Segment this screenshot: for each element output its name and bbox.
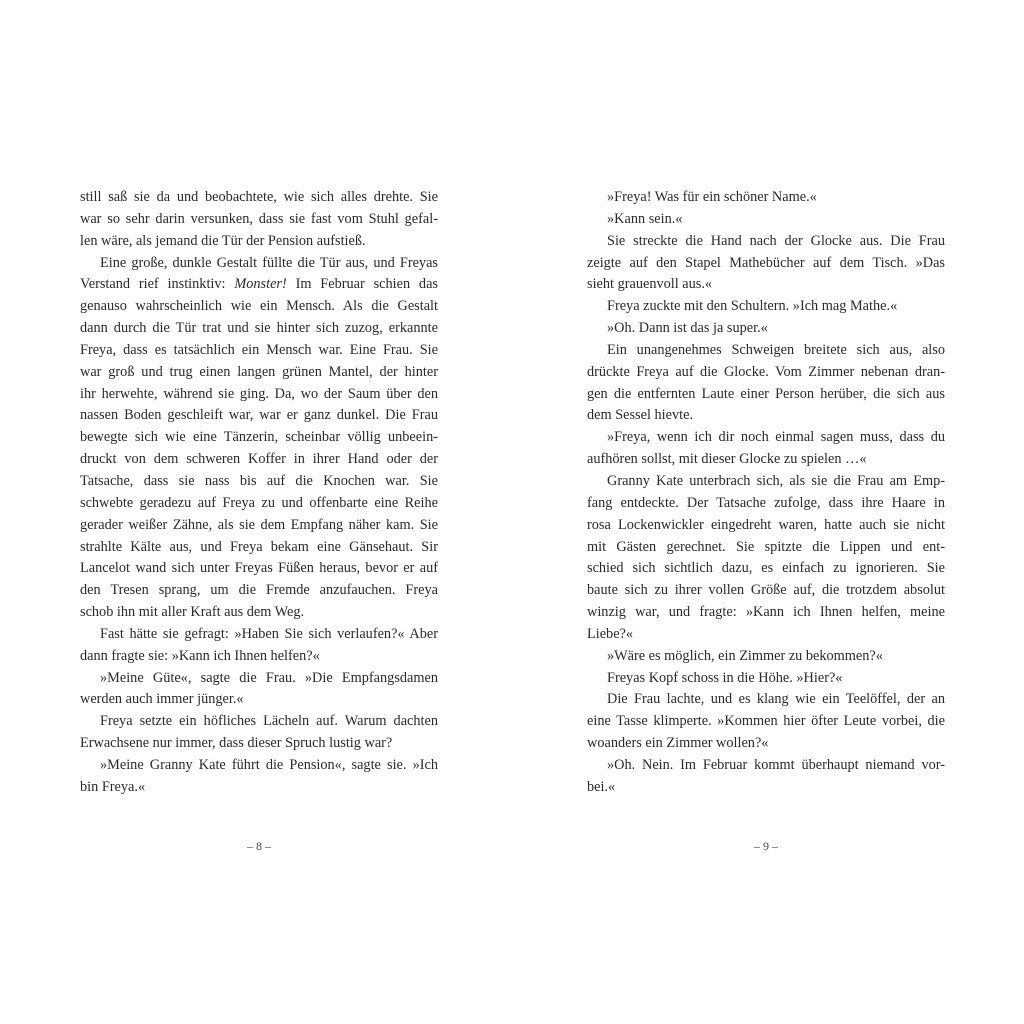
text-line-content: rosa Lockenwickler eingedreht waren, hatte auch sie nicht [587,516,945,533]
text-line [587,340,945,362]
page-number-right: – 9 – [754,839,778,853]
text-line-content: war so sehr darin versunken, dass sie fast vom Stuhl gefal- [80,210,438,227]
text-line [587,253,945,275]
text-line [587,777,945,799]
text-line [80,646,438,668]
text-line-content: Liebe?« [587,625,634,642]
text-line [80,449,438,471]
text-line [587,646,945,668]
text-line-content: gerader weißer Zähne, als sie dem Empfang näher kam. Sie [80,516,438,533]
text-line [587,187,945,209]
text-line-content: »Meine Güte«, sagte die Frau. »Die Empfangsdamen [100,669,438,686]
text-line-content: »Freya, wenn ich dir noch einmal sagen muss, dass du [607,429,945,446]
text-line-content: sieht grauenvoll aus.« [587,276,713,293]
text-line-content: schob ihn mit aller Kraft aus dem Weg. [80,604,305,621]
text-line-content: bewegte sich wie eine Tänzerin, scheinbar völlig unbeein- [80,429,438,446]
text-line [80,755,438,777]
text-line [80,515,438,537]
text-line-content: woanders ein Zimmer wollen?« [587,735,769,752]
text-line-content: Erwachsene nur immer, dass dieser Spruch lustig war? [80,735,393,752]
text-line-content: ihr herwehte, während sie ging. Da, wo der Saum über den [80,385,438,402]
text-line-content: nassen Boden geschleift war, war er ganz dunkel. Die Frau [80,407,438,424]
text-line-content: werden auch immer jünger.« [80,691,244,708]
text-line [80,274,438,296]
text-line-content: Ein unangenehmes Schweigen breitete sich aus, also [607,341,945,358]
text-line-content: genauso wahrscheinlich wie ein Mensch. Als die Gestalt [80,298,438,315]
text-line-content: war groß und trug einen langen grünen Mantel, der hinter [80,363,438,380]
text-line [587,624,945,646]
text-line-content: aufhören sollst, mit dieser Glocke zu spielen …« [587,451,867,468]
text-line-content: still saß sie da und beobachtete, wie sich alles drehte. Sie [80,189,438,205]
text-line-content: Fast hätte sie gefragt: »Haben Sie sich verlaufen?« Aber [100,625,438,642]
text-line [587,427,945,449]
text-line [587,515,945,537]
text-line-content: zeigte auf den Stapel Mathebücher auf dem Tisch. »Das [587,254,945,271]
text-line [80,384,438,406]
text-line [80,231,438,253]
text-line [587,580,945,602]
text-line-content: »Kann sein.« [607,210,683,227]
text-line-content: gen die entfernten Laute einer Person herüber, die sich aus [587,385,945,402]
right-page-text [587,187,945,799]
text-line-content: druckt von dem schweren Koffer in ihrer Hand oder der [80,451,438,468]
text-line [80,537,438,559]
text-line [80,777,438,799]
text-line [80,405,438,427]
text-line-content: Sie streckte die Hand nach der Glocke aus. Die Frau [607,232,945,249]
text-line-content: Tatsache, dass sie nass bis auf die Knochen war. Sie [80,472,438,489]
text-line [587,384,945,406]
text-line [587,733,945,755]
text-line [587,755,945,777]
text-line-content: bin Freya.« [80,778,146,795]
text-line [587,711,945,733]
text-line-content: dann durch die Tür trat und sie hinter sich zuzog, erkannte [80,320,438,337]
text-line-content: »Meine Granny Kate führt die Pension«, sagte sie. »Ich [100,756,438,773]
text-line-content: Freya, dass es tatsächlich ein Mensch war. Eine Frau. Sie [80,341,438,358]
text-line-content: Freya setzte ein höfliches Lächeln auf. Warum dachten [100,713,438,730]
text-line [80,471,438,493]
text-line [587,362,945,384]
text-line [587,471,945,493]
text-line [80,689,438,711]
text-line-content: strahlte Kälte aus, und Freya bekam eine Gänsehaut. Sir [80,538,438,555]
text-line-content: bei.« [587,778,616,795]
text-line [80,209,438,231]
text-line [80,253,438,275]
text-line-content: Eine große, dunkle Gestalt füllte die Tür aus, und Freyas [100,254,438,271]
text-line [587,689,945,711]
text-line [587,493,945,515]
text-line-content: Die Frau lachte, und es klang wie ein Teelöffel, der an [607,691,945,708]
text-line [587,537,945,559]
text-line-content: drückte Freya auf die Glocke. Vom Zimmer nebenan dran- [587,363,945,380]
text-line-content: len wäre, als jemand die Tür der Pension aufstieß. [80,232,366,249]
text-line [80,362,438,384]
text-line [80,427,438,449]
text-line [80,296,438,318]
text-line [587,449,945,471]
text-line-content: mit Gästen gerechnet. Sie spitzte die Lippen und ent- [587,538,945,555]
text-line-content: »Wäre es möglich, ein Zimmer zu bekommen?« [607,647,883,664]
text-line-content: Freya zuckte mit den Schultern. »Ich mag Mathe.« [607,298,898,315]
text-line-content: baute sich zu ihrer vollen Größe auf, die trotzdem absolut [587,582,945,599]
text-line-content: Granny Kate unterbrach sich, als sie die Frau am Emp- [607,472,945,489]
text-line-content: den Tresen sprang, um die Fremde anzufauchen. Freya [80,582,438,599]
text-line [587,405,945,427]
text-line [587,296,945,318]
text-line [80,187,438,209]
text-line-content: schied sich sichtlich dazu, es einfach zu ignorieren. Sie [587,560,945,577]
text-line-content: Verstand rief instinktiv: [80,276,226,293]
text-line-content: Freyas Kopf schoss in die Höhe. »Hier?« [607,669,843,686]
text-line [587,558,945,580]
text-line-continuation: Im Februar schien das [286,276,438,293]
text-line [80,624,438,646]
text-line-content: dem Sessel hievte. [587,407,694,424]
text-line [80,340,438,362]
text-line-content: fang entdeckte. Der Tatsache zufolge, dass ihre Haare in [587,494,945,511]
text-line-content: eine Tasse klimperte. »Kommen hier öfter Leute vorbei, die [587,713,945,730]
text-line-content: Lancelot wand sich unter Freyas Füßen heraus, bevor er auf [80,560,438,577]
text-line [80,558,438,580]
text-line [80,493,438,515]
text-line [587,231,945,253]
text-line [80,580,438,602]
text-line-content: dann fragte sie: »Kann ich Ihnen helfen?« [80,647,320,664]
text-line [80,733,438,755]
text-line [587,318,945,340]
left-page-text [80,187,438,799]
text-line-content: »Oh. Dann ist das ja super.« [607,320,768,337]
text-line [80,668,438,690]
italic-word: Monster! [234,276,287,293]
text-line-content: »Oh. Nein. Im Februar kommt überhaupt niemand vor- [607,756,945,773]
text-line-content: winzig war, und fragte: »Kann ich Ihnen helfen, meine [587,604,945,621]
text-line [80,711,438,733]
text-line-content: »Freya! Was für ein schöner Name.« [607,189,817,205]
text-line [587,602,945,624]
text-line [80,318,438,340]
text-line [587,274,945,296]
text-line [587,668,945,690]
text-line-content: schwebte geradezu auf Freya zu und offenbarte eine Reihe [80,494,438,511]
text-line [587,209,945,231]
page-number-left: – 8 – [247,839,271,853]
text-line [80,602,438,624]
